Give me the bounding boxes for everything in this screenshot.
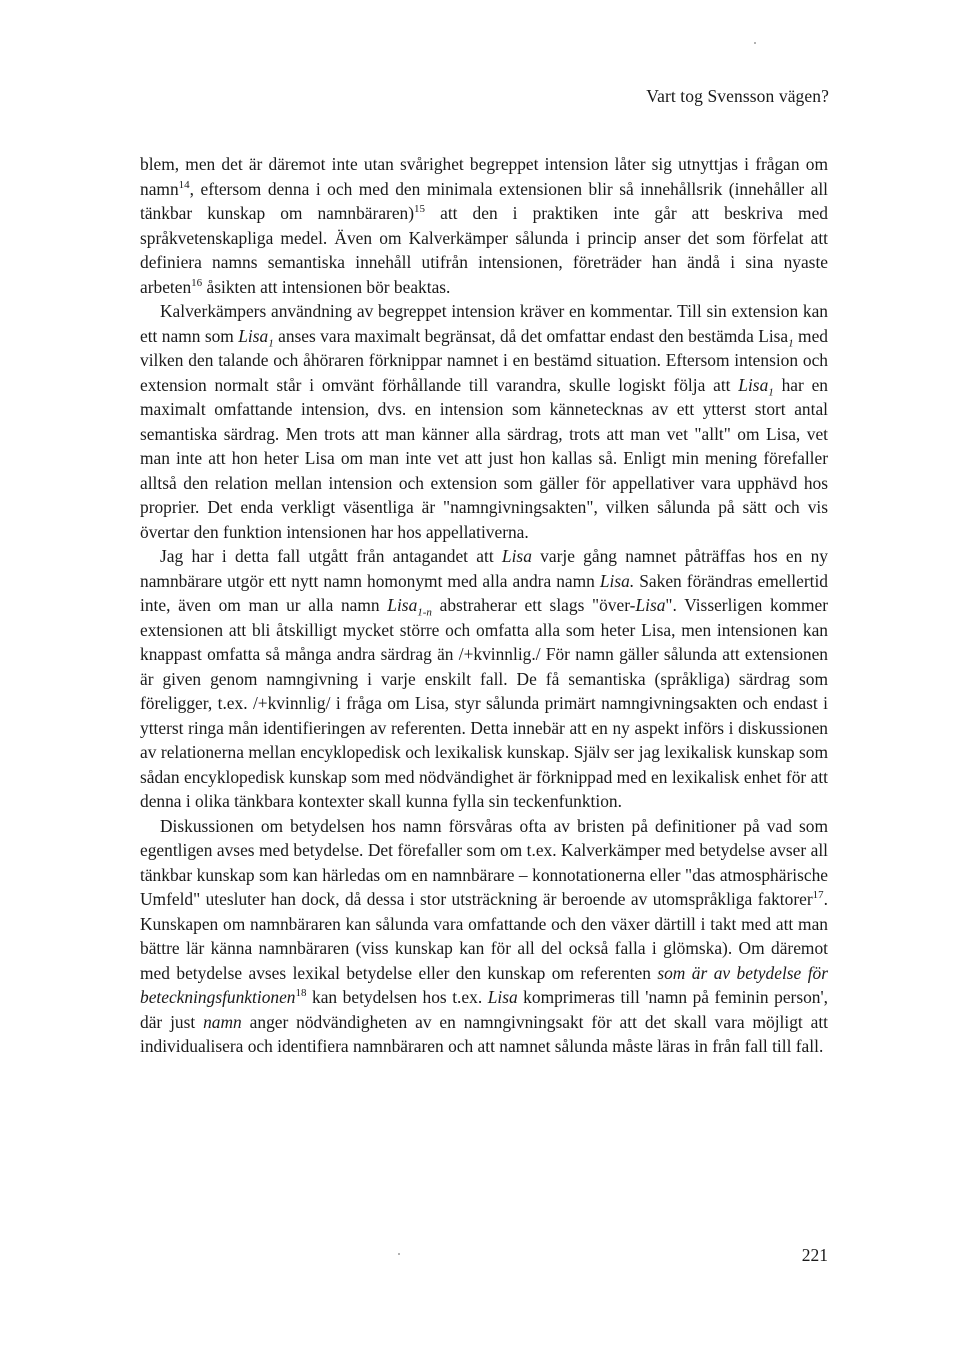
footnote-marker: 16 bbox=[191, 276, 203, 289]
text-run: har en maximalt omfattande intension, dvs. en intension som kännetecknas av ett ytterst stort antal semantiska särdrag. Men trots att man känner alla särdrag, trots att man vet "allt" om Lisa, vet man inte att hon heter Lisa om man inte vet att just hon kallas så. Enligt min mening förefaller alltså den relation mellan intension och extension som gäller för appellativer vara upphävd hos proprier. Det enda verkligt väsentliga är "namngivningsakten", vilken sålunda på sätt och vis övertar den funktion intensionen har hos appellativerna. bbox=[140, 374, 828, 542]
running-header-title: Vart tog Svensson vägen? bbox=[646, 86, 829, 106]
text-run: komprimeras till 'namn på feminin person', där just bbox=[140, 987, 828, 1032]
text-run: Saken förändras emellertid inte, även om man ur alla namn bbox=[140, 570, 828, 615]
scan-speck bbox=[398, 1253, 400, 1255]
subscript-index: 1 bbox=[768, 385, 774, 398]
footnote-marker: 18 bbox=[295, 987, 307, 1000]
text-run: anses vara maximalt begränsat, då det omfattar endast den bestämda Lisa bbox=[273, 325, 789, 346]
italic-text: namn bbox=[203, 1011, 242, 1032]
paragraph bbox=[140, 814, 828, 1059]
italic-text: Lisa. bbox=[599, 570, 635, 591]
text-run: , eftersom denna i och med den minimala extensionen blir så innehållsrik (innehåller all tänkbar kunskap om namnbäraren) bbox=[140, 178, 828, 223]
subscript-index: 1-n bbox=[417, 606, 432, 619]
italic-text: Lisa bbox=[387, 595, 418, 615]
footnote-marker: 15 bbox=[414, 203, 426, 216]
text-run: abstraherar ett slags "över- bbox=[431, 595, 636, 615]
paragraph bbox=[140, 544, 828, 814]
italic-text: Lisa bbox=[238, 325, 269, 346]
text-run: kan betydelsen hos t.ex. bbox=[306, 987, 488, 1007]
footnote-marker: 17 bbox=[812, 889, 824, 902]
subscript-index: 1 bbox=[268, 336, 274, 349]
italic-text: Lisa bbox=[487, 987, 518, 1007]
text-run: Jag har i detta fall utgått från antagandet att bbox=[160, 546, 502, 566]
paragraph bbox=[140, 152, 828, 299]
footnote-marker: 14 bbox=[178, 178, 190, 191]
text-run: ". Visserligen kommer extensionen att bli åtskilligt mycket större och omfatta alla som heter Lisa, men intensionen kan knappast omfatta så många andra särdrag än /+kvinnlig./ För namn gäller sålunda att extensionen är given genom namngivning i varje enskilt fall. De få semantiska (språkliga) särdrag som föreligger, t.ex. /+kvinnlig/ i fråga om Lisa, styr sålunda primärt namngivningsakten och endast i ytterst ringa mån identifieringen av referenten. Detta innebär att en ny aspekt införs i diskussionen av relationerna mellan encyklopedisk och lexikalisk kunskap. Själv ser jag lexikalisk kunskap som sådan encyklopedisk kunskap som med nödvändighet är förknippad med en lexikalisk enhet för att denna i olika tänkbara kontexter skall kunna fylla sin teckenfunktion. bbox=[140, 595, 828, 811]
text-run: Diskussionen om betydelsen hos namn försvåras ofta av bristen på definitioner på vad som egentligen avses med betydelse. Det förefaller som om t.ex. Kalverkämper med betydelse avser all tänkbar kunskap som kan härledas om en namnbärare – konnotationerna eller "das atmosphärische Umfeld" utesluter han dock, då dessa i stor utsträckning är beroende av utomspråkliga faktorer bbox=[140, 815, 828, 909]
text-run: med vilken den talande och åhöraren förknippar namnet i en bestämd situation. Eftersom intension och extension normalt står i omvänt förhållande till varandra, skulle logiskt följa att bbox=[140, 325, 829, 395]
italic-text: Lisa bbox=[635, 595, 666, 615]
text-run: Kalverkämpers användning av begreppet intension kräver en kommentar. Till sin extension kan ett namn som bbox=[140, 301, 828, 346]
text-run: . Kunskapen om namnbäraren kan sålunda vara omfattande och den växer därtill i takt med att man bättre lär känna namnbäraren (viss kunskap kan för all del också falla i glömska). Om däremot med betydelse avses lexikal betydelse eller den kunskap om referenten bbox=[140, 889, 828, 983]
text-run: blem, men det är däremot inte utan svårighet begreppet intension låter sig utnyttjas i frågan om namn bbox=[140, 154, 828, 199]
scan-speck bbox=[754, 42, 756, 44]
text-run: varje gång namnet påträffas hos en ny namnbärare utgör ett nytt namn homonymt med alla andra namn bbox=[140, 546, 828, 591]
italic-text: Lisa bbox=[738, 374, 769, 395]
subscript-index: 1 bbox=[788, 336, 794, 349]
text-run: åsikten att intensionen bör beaktas. bbox=[202, 276, 451, 297]
body-text bbox=[140, 152, 828, 1059]
text-run: att den i praktiken inte går att beskriva med språkvetenskapliga medel. Även om Kalverkämper sålunda i princip anser det som förfelat att definiera namns semantiska innehåll utifrån intensionen, företräder han ändå i sina nyaste arbeten bbox=[140, 203, 828, 297]
italic-text: som är av betydelse för beteckningsfunktionen bbox=[140, 962, 828, 1007]
italic-text: Lisa bbox=[501, 546, 532, 566]
page-number: 221 bbox=[801, 1245, 828, 1265]
paragraph bbox=[140, 299, 828, 544]
text-run: anger nödvändigheten av en namngivningsakt för att det skall vara möjligt att individualisera och identifiera namnbäraren och att namnet sålunda måste läras in från fall till fall. bbox=[140, 1011, 828, 1056]
